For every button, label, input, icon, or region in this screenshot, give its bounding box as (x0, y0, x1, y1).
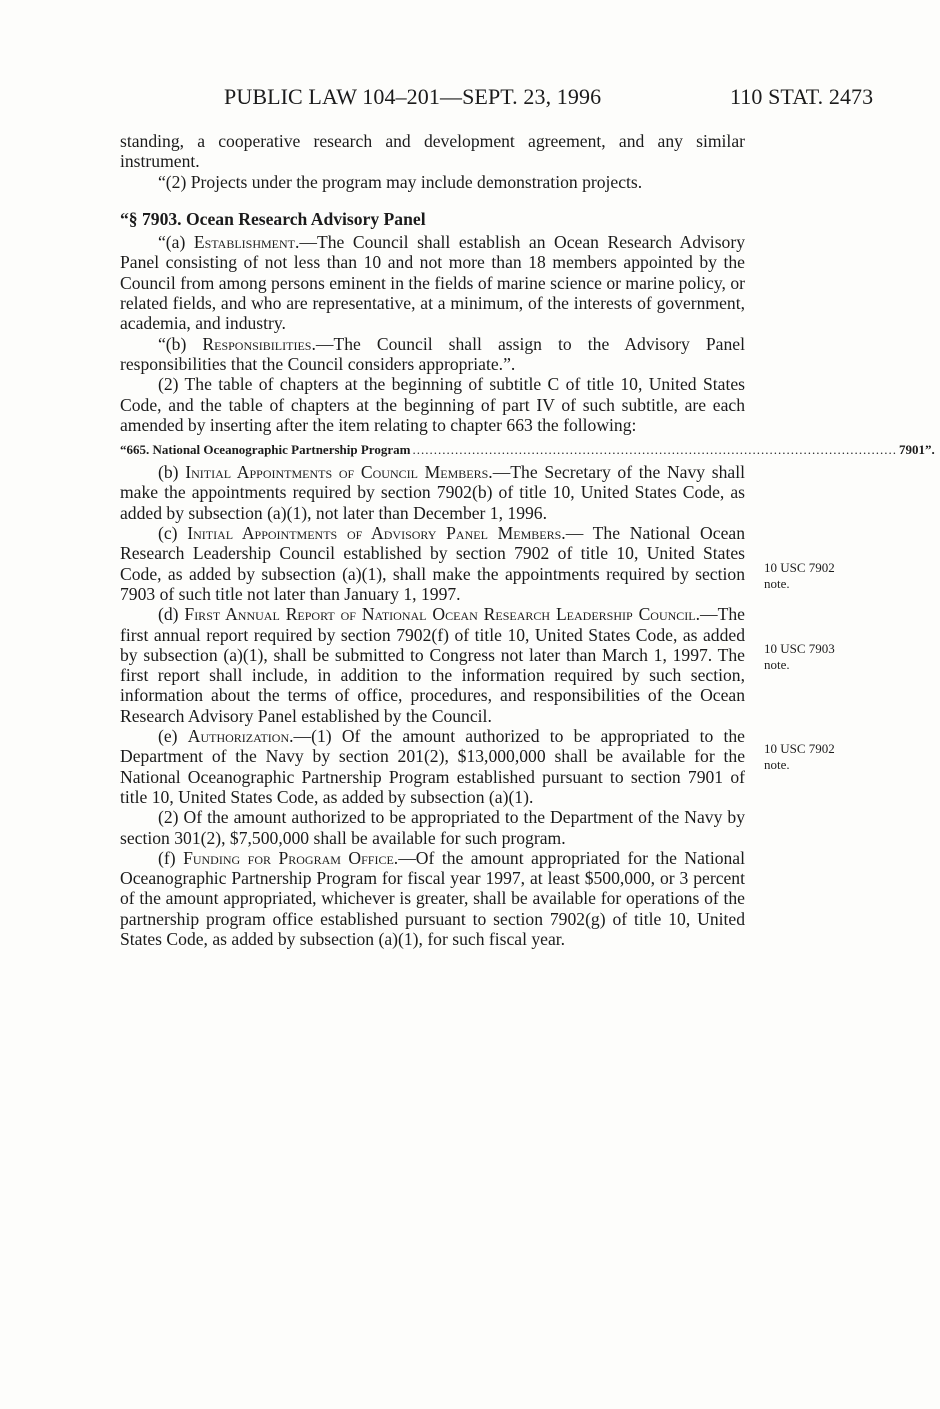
paragraph-panel-appointments (120, 523, 745, 604)
subsection-text: —The Secretary of the Navy shall make the appointments required by section 7902(b) of title 10, United States Code, as added by subsection (a)(1), not later than December 1, 1996. (120, 462, 745, 523)
paragraph-authorization (120, 726, 745, 807)
margin-note-7902-b (764, 560, 874, 592)
margin-note-citation: 10 USC 7903 (764, 641, 835, 656)
paragraph-projects: “(2) Projects under the program may include demonstration projects. (158, 171, 643, 192)
margin-note-7903-c (764, 641, 874, 673)
margin-note-citation: 10 USC 7902 (764, 741, 835, 756)
subsection-prefix: (c) (158, 523, 188, 544)
margin-note-label: note. (764, 757, 790, 772)
subsection-prefix: (b) (158, 462, 186, 483)
margin-note-citation: 10 USC 7902 (764, 560, 835, 575)
subsection-text: —The Council shall assign to the Advisory Panel responsibilities that the Council considers appropriate.”. (120, 333, 745, 374)
statute-page-number: 110 STAT. 2473 (730, 84, 874, 109)
margin-note-label: note. (764, 576, 790, 591)
margin-note-label: note. (764, 657, 790, 672)
subsection-caption: Establishment. (193, 232, 300, 253)
paragraph-authorization-2: (2) Of the amount authorized to be appropriated to the Department of the Navy by section 301(2), $7,500,000 shall be available for such program. (120, 807, 745, 848)
toc-entry-title: “665. National Oceanographic Partnership Program (120, 442, 411, 458)
subsection-text: —Of the amount appropriated for the National Oceanographic Partnership Program for fiscal year 1997, at least $500,000, or 3 percent of the amount appropriated, whichever is greater, shall be available for operations of the partnership program office established pursuant to section 7902(g) of title 10, United States Code, as added by subsection (a)(1), for such fiscal year. (120, 847, 745, 949)
subsection-caption: Responsibilities. (202, 333, 316, 354)
page-header (0, 84, 940, 114)
subsection-text: — The National Ocean Research Leadership Council established by section 7902 of title 10, United States Code, as added by subsection (a)(1), shall make the appointments required by section 7903 of such title not later than January 1, 1997. (120, 523, 745, 604)
subsection-prefix: “(a) (158, 232, 194, 253)
subsection-caption: Funding for Program Office. (183, 847, 399, 868)
subsection-text: —(1) Of the amount authorized to be appropriated to the Department of the Navy by section 201(2), $13,000,000 shall be available for the National Oceanographic Partnership Program established pursuant to section 7901 of title 10, United States Code, as added by subsection (a)(1). (120, 726, 745, 807)
subsection-prefix: (f) (158, 847, 184, 868)
section-heading-7903: “§ 7903. Ocean Research Advisory Panel (120, 208, 426, 229)
toc-entry (120, 441, 935, 458)
running-head-title: PUBLIC LAW 104–201—SEPT. 23, 1996 (224, 84, 602, 109)
subsection-text: —The Council shall establish an Ocean Research Advisory Panel consisting of not less than 10 and not more than 18 members appointed by the Council from among persons eminent in the fields of marine science or marine policy, or related fields, and who are representative, at a minimum, of the interests of government, academia, and industry. (120, 232, 745, 334)
margin-note-7902-d (764, 741, 874, 773)
subsection-caption: First Annual Report of National Ocean Research Leadership Council. (184, 604, 701, 625)
paragraph-responsibilities (120, 334, 745, 375)
subsection-prefix: (e) (158, 726, 188, 747)
subsection-caption: Initial Appointments of Advisory Panel Members. (187, 523, 566, 544)
subsection-caption: Initial Appointments of Council Members. (185, 462, 493, 483)
paragraph-continuation: standing, a cooperative research and development agreement, and any similar instrument. (120, 131, 745, 172)
paragraph-program-office-funding (120, 848, 745, 949)
paragraph-establishment (120, 232, 745, 333)
toc-leader-dots: .................................................................................................................. (412, 442, 897, 458)
subsection-text: —The first annual report required by section 7902(f) of title 10, United States Code, as added by subsection (a)(1), shall be submitted to Congress not later than March 1, 1997. The first report shall include, in addition to the information required by such section, information about the terms of office, procedures, and responsibilities of the Ocean Research Advisory Panel established by the Council. (120, 604, 745, 726)
toc-entry-section: 7901”. (898, 442, 935, 458)
subsection-caption: Authorization. (187, 726, 294, 747)
paragraph-council-appointments (120, 462, 745, 523)
subsection-prefix: “(b) (158, 333, 203, 354)
paragraph-first-annual-report (120, 604, 745, 726)
subsection-prefix: (d) (158, 604, 185, 625)
paragraph-table-of-chapters: (2) The table of chapters at the beginning of subtitle C of title 10, United States Code, and the table of chapters at the beginning of part IV of such subtitle, are each amended by inserting after the item relating to chapter 663 the following: (120, 374, 745, 435)
